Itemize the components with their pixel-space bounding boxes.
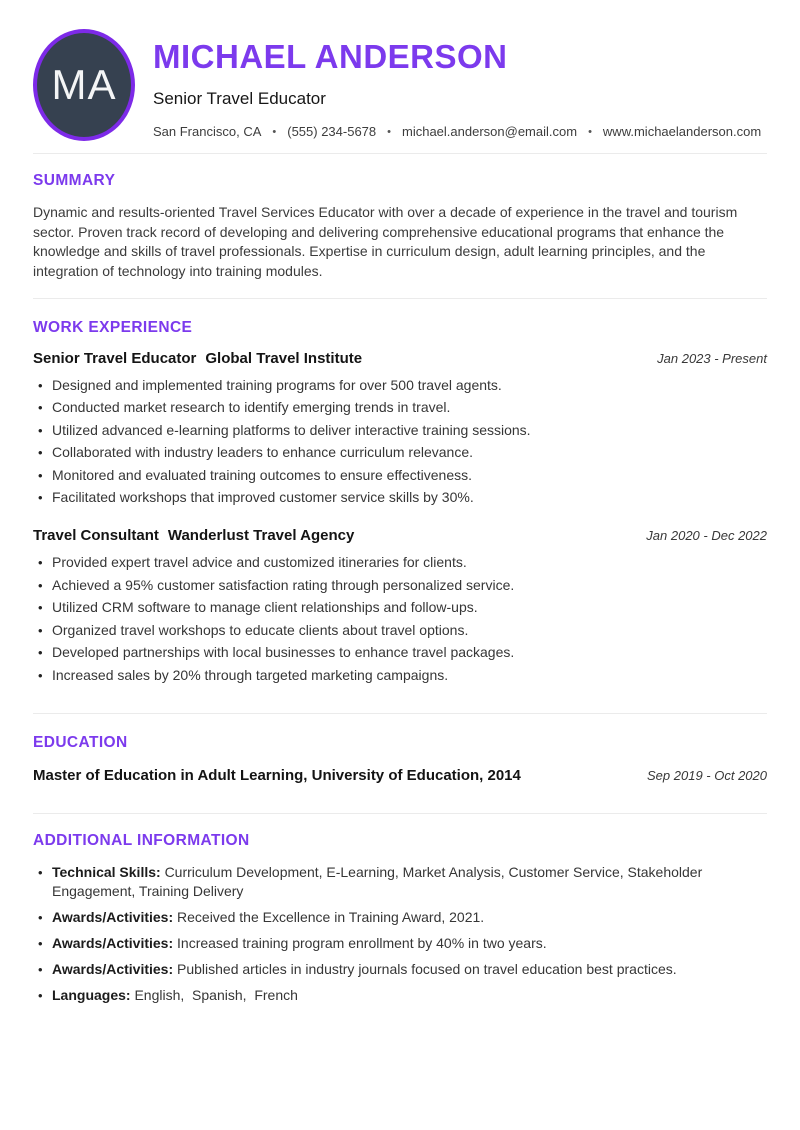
additional-item: [33, 908, 767, 927]
job-bullet: • Organized travel workshops to educate clients about travel options.: [33, 621, 767, 640]
bullet-icon: •: [38, 645, 43, 661]
bullet-icon: •: [38, 377, 43, 393]
bullet-icon: •: [38, 400, 43, 416]
contact-email: michael.anderson@email.com: [402, 124, 578, 139]
contact-line: [153, 124, 761, 139]
job-header-row: [33, 350, 767, 367]
item-text: Received the Excellence in Training Award, 2021.: [177, 908, 485, 925]
additional-heading: ADDITIONAL INFORMATION: [33, 831, 250, 849]
job-header-row: [33, 527, 767, 544]
job-bullet: • Utilized CRM software to manage client relationships and follow-ups.: [33, 598, 767, 617]
job-dates: Jan 2023 - Present: [657, 350, 767, 366]
job-entry: [33, 527, 767, 685]
header-text: [153, 29, 761, 139]
job-company: Global Travel Institute: [205, 349, 363, 367]
dot-separator-icon: •: [387, 126, 391, 138]
page-title: MICHAEL ANDERSON: [153, 38, 508, 75]
item-text: Published articles in industry journals focused on travel education best practices.: [177, 960, 677, 977]
bullet-icon: •: [38, 864, 43, 880]
job-bullet: • Designed and implemented training programs for over 500 travel agents.: [33, 376, 767, 395]
education-dates: Sep 2019 - Oct 2020: [647, 767, 767, 783]
dot-separator-icon: •: [272, 126, 277, 138]
resume-header: [33, 0, 767, 153]
job-bullet: • Collaborated with industry leaders to enhance curriculum relevance.: [33, 443, 767, 462]
item-text: Increased training program enrollment by 40% in two years.: [177, 934, 547, 951]
bullet-icon: •: [38, 935, 43, 951]
item-label: Awards/Activities:: [52, 960, 174, 977]
bullet-icon: •: [38, 577, 43, 593]
job-bullet: • Conducted market research to identify emerging trends in travel.: [33, 398, 767, 417]
education-degree: Master of Education in Adult Learning, University of Education, 2014: [33, 766, 521, 784]
job-dates: Jan 2020 - Dec 2022: [646, 528, 767, 544]
job-bullet: • Utilized advanced e-learning platforms to deliver interactive training sessions.: [33, 421, 767, 440]
job-bullet: • Increased sales by 20% through targeted marketing campaigns.: [33, 666, 767, 685]
bullet-icon: •: [38, 600, 43, 616]
contact-website: www.michaelanderson.com: [602, 124, 762, 139]
avatar: [33, 29, 135, 141]
bullet-icon: •: [38, 909, 43, 925]
item-label: Languages:: [52, 986, 131, 1003]
section-work-experience: [33, 319, 767, 685]
job-bullet: • Monitored and evaluated training outcomes to ensure effectiveness.: [33, 466, 767, 485]
bullet-icon: •: [38, 987, 43, 1003]
job-title-company: [33, 527, 354, 544]
additional-item: [33, 863, 767, 901]
contact-phone: (555) 234-5678: [287, 124, 377, 139]
item-text: Curriculum Development, E-Learning, Market Analysis, Customer Service, Stakeholder Engagement, Training Delivery: [52, 863, 707, 899]
section-education: [33, 734, 767, 784]
item-label: Awards/Activities:: [52, 934, 174, 951]
job-bullet: • Facilitated workshops that improved customer service skills by 30%.: [33, 488, 767, 507]
bullet-icon: •: [38, 622, 43, 638]
summary-text: Dynamic and results-oriented Travel Services Educator with over a decade of experience in the travel and tourism sector. Proven track record of developing and delivering comprehensive educational programs that enhance the knowledge and skills of travel professionals. Expertise in curriculum design, adult learning principles, and the integration of technology into training modules.: [33, 204, 742, 280]
additional-item: [33, 934, 767, 953]
item-label: Technical Skills:: [52, 863, 161, 880]
bullet-icon: •: [38, 555, 43, 571]
education-entry: [33, 767, 767, 784]
section-summary: [33, 172, 767, 282]
item-text: English, Spanish, French: [134, 986, 298, 1003]
divider: [33, 813, 767, 814]
divider: [33, 153, 767, 154]
work-heading: WORK EXPERIENCE: [33, 318, 193, 336]
job-title: Travel Consultant: [33, 527, 159, 545]
job-title-company: [33, 350, 362, 367]
job-company: Wanderlust Travel Agency: [167, 527, 355, 545]
bullet-icon: •: [38, 961, 43, 977]
job-entry: [33, 350, 767, 508]
job-bullet-list: [33, 376, 767, 508]
additional-list: [33, 863, 767, 1005]
education-heading: EDUCATION: [33, 733, 128, 751]
contact-location: San Francisco, CA: [153, 124, 262, 139]
bullet-icon: •: [38, 667, 43, 683]
bullet-icon: •: [38, 422, 43, 438]
avatar-initials: MA: [51, 61, 117, 108]
divider: [33, 713, 767, 714]
job-bullet: • Provided expert travel advice and customized itineraries for clients.: [33, 553, 767, 572]
job-bullet: • Developed partnerships with local businesses to enhance travel packages.: [33, 643, 767, 662]
item-label: Awards/Activities:: [52, 908, 174, 925]
additional-item: [33, 986, 767, 1005]
summary-heading: SUMMARY: [33, 172, 116, 189]
bullet-icon: •: [38, 445, 43, 461]
bullet-icon: •: [38, 467, 43, 483]
dot-separator-icon: •: [588, 126, 592, 138]
job-title: Senior Travel Educator: [33, 349, 197, 367]
header-role: Senior Travel Educator: [153, 89, 326, 108]
job-bullet-list: [33, 553, 767, 685]
additional-item: [33, 960, 767, 979]
divider: [33, 298, 767, 299]
job-bullet: • Achieved a 95% customer satisfaction rating through personalized service.: [33, 576, 767, 595]
section-additional-information: [33, 832, 767, 1005]
bullet-icon: •: [38, 490, 43, 506]
